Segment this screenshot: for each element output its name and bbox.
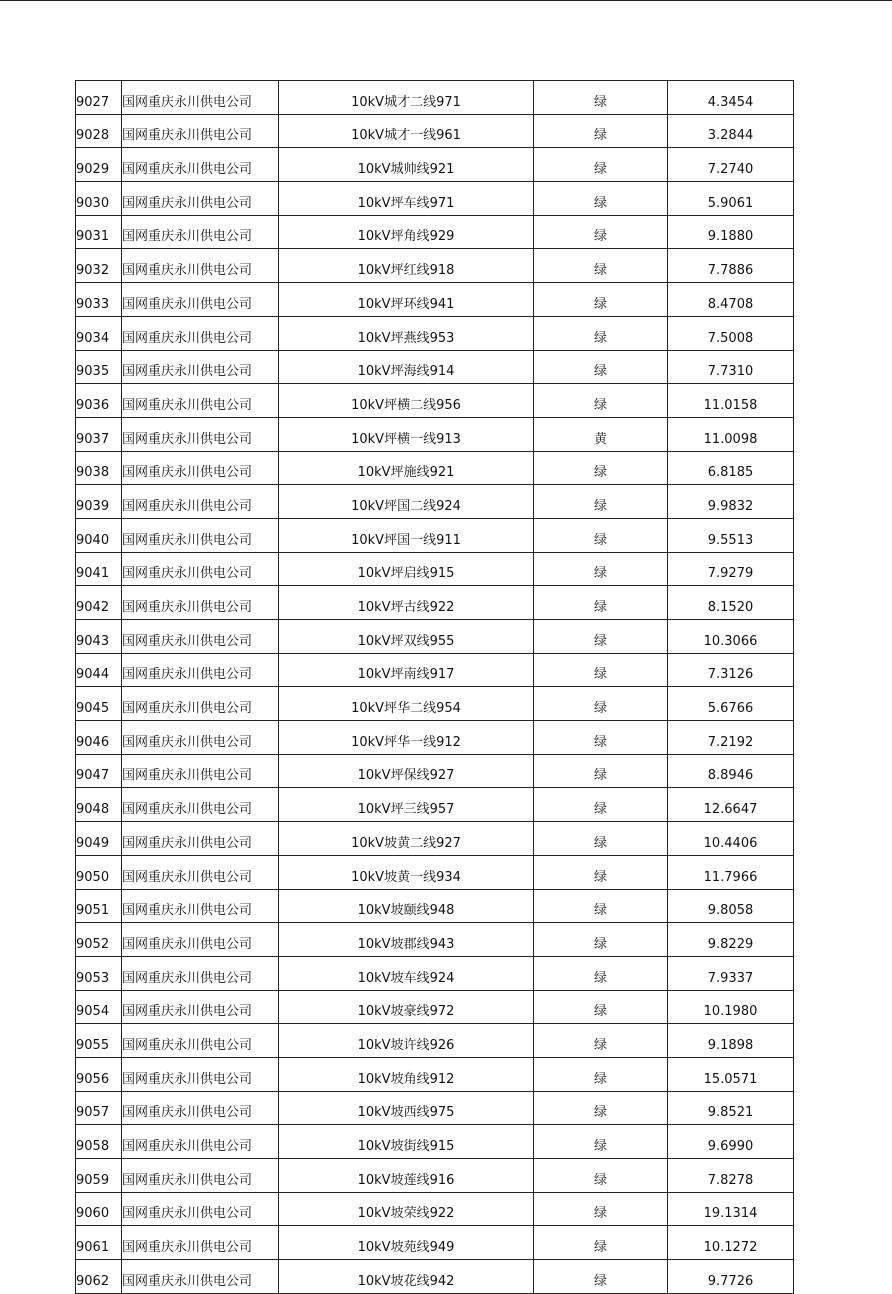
table-row: [76, 350, 794, 384]
cell-id: 9047: [76, 754, 122, 788]
table-row: [76, 1260, 794, 1294]
cell-line-name: 10kV坪古线922: [279, 586, 534, 620]
cell-id: 9056: [76, 1057, 122, 1091]
cell-company: 国网重庆永川供电公司: [122, 148, 279, 182]
cell-id: 9054: [76, 990, 122, 1024]
cell-line-name: 10kV坡荣线922: [279, 1192, 534, 1226]
cell-company: 国网重庆永川供电公司: [122, 889, 279, 923]
cell-value: 5.6766: [668, 687, 794, 721]
table-row: [76, 1125, 794, 1159]
cell-value: 7.2192: [668, 721, 794, 755]
cell-line-name: 10kV坡苑线949: [279, 1226, 534, 1260]
table-row: [76, 518, 794, 552]
cell-id: 9031: [76, 215, 122, 249]
cell-company: 国网重庆永川供电公司: [122, 316, 279, 350]
cell-status: 绿: [534, 754, 668, 788]
cell-company: 国网重庆永川供电公司: [122, 485, 279, 519]
cell-line-name: 10kV坪三线957: [279, 788, 534, 822]
cell-value: 7.7886: [668, 249, 794, 283]
cell-status: 绿: [534, 249, 668, 283]
cell-line-name: 10kV坪施线921: [279, 451, 534, 485]
cell-line-name: 10kV坪南线917: [279, 653, 534, 687]
cell-value: 7.8278: [668, 1159, 794, 1193]
cell-status: 绿: [534, 215, 668, 249]
table-row: [76, 653, 794, 687]
cell-line-name: 10kV坪横一线913: [279, 417, 534, 451]
cell-company: 国网重庆永川供电公司: [122, 518, 279, 552]
cell-line-name: 10kV坪车线971: [279, 182, 534, 216]
table-row: [76, 990, 794, 1024]
cell-line-name: 10kV坪横二线956: [279, 384, 534, 418]
table-row: [76, 384, 794, 418]
table-row: [76, 1192, 794, 1226]
cell-status: 绿: [534, 1024, 668, 1058]
cell-line-name: 10kV坪华一线912: [279, 721, 534, 755]
table-row: [76, 283, 794, 317]
cell-status: 绿: [534, 1226, 668, 1260]
cell-value: 7.9337: [668, 956, 794, 990]
cell-company: 国网重庆永川供电公司: [122, 350, 279, 384]
cell-status: 绿: [534, 788, 668, 822]
cell-id: 9030: [76, 182, 122, 216]
page-top-rule: [0, 0, 892, 1]
cell-id: 9051: [76, 889, 122, 923]
cell-line-name: 10kV坡郡线943: [279, 923, 534, 957]
cell-value: 7.2740: [668, 148, 794, 182]
cell-id: 9045: [76, 687, 122, 721]
cell-line-name: 10kV坪环线941: [279, 283, 534, 317]
cell-line-name: 10kV坡豪线972: [279, 990, 534, 1024]
cell-status: 绿: [534, 283, 668, 317]
cell-line-name: 10kV坪双线955: [279, 620, 534, 654]
cell-company: 国网重庆永川供电公司: [122, 923, 279, 957]
table-row: [76, 586, 794, 620]
cell-company: 国网重庆永川供电公司: [122, 855, 279, 889]
cell-value: 9.9832: [668, 485, 794, 519]
cell-status: 绿: [534, 822, 668, 856]
cell-value: 11.0158: [668, 384, 794, 418]
cell-line-name: 10kV坪启线915: [279, 552, 534, 586]
cell-status: 绿: [534, 956, 668, 990]
cell-status: 绿: [534, 1091, 668, 1125]
table-row: [76, 485, 794, 519]
table-row: [76, 552, 794, 586]
table-row: [76, 316, 794, 350]
table-row: [76, 721, 794, 755]
cell-status: 绿: [534, 552, 668, 586]
cell-line-name: 10kV坡许线926: [279, 1024, 534, 1058]
cell-status: 黄: [534, 417, 668, 451]
cell-value: 9.8521: [668, 1091, 794, 1125]
cell-id: 9049: [76, 822, 122, 856]
cell-value: 12.6647: [668, 788, 794, 822]
cell-id: 9039: [76, 485, 122, 519]
cell-company: 国网重庆永川供电公司: [122, 1057, 279, 1091]
table-row: [76, 1024, 794, 1058]
table-row: [76, 114, 794, 148]
cell-status: 绿: [534, 114, 668, 148]
cell-line-name: 10kV坡西线975: [279, 1091, 534, 1125]
cell-company: 国网重庆永川供电公司: [122, 384, 279, 418]
cell-line-name: 10kV坡花线942: [279, 1260, 534, 1294]
cell-value: 19.1314: [668, 1192, 794, 1226]
cell-id: 9048: [76, 788, 122, 822]
cell-line-name: 10kV坪海线914: [279, 350, 534, 384]
cell-line-name: 10kV坡车线924: [279, 956, 534, 990]
cell-status: 绿: [534, 586, 668, 620]
cell-line-name: 10kV坡莲线916: [279, 1159, 534, 1193]
cell-id: 9044: [76, 653, 122, 687]
cell-value: 9.1880: [668, 215, 794, 249]
cell-status: 绿: [534, 1260, 668, 1294]
cell-line-name: 10kV坡黄二线927: [279, 822, 534, 856]
cell-id: 9057: [76, 1091, 122, 1125]
cell-value: 11.7966: [668, 855, 794, 889]
cell-company: 国网重庆永川供电公司: [122, 620, 279, 654]
cell-id: 9052: [76, 923, 122, 957]
cell-id: 9034: [76, 316, 122, 350]
cell-status: 绿: [534, 687, 668, 721]
cell-line-name: 10kV坪保线927: [279, 754, 534, 788]
cell-company: 国网重庆永川供电公司: [122, 215, 279, 249]
cell-line-name: 10kV坡黄一线934: [279, 855, 534, 889]
cell-id: 9050: [76, 855, 122, 889]
cell-id: 9055: [76, 1024, 122, 1058]
cell-id: 9062: [76, 1260, 122, 1294]
cell-value: 8.4708: [668, 283, 794, 317]
cell-line-name: 10kV坪国二线924: [279, 485, 534, 519]
cell-status: 绿: [534, 182, 668, 216]
table-body: [76, 81, 794, 1294]
table-row: [76, 451, 794, 485]
cell-id: 9058: [76, 1125, 122, 1159]
table-row: [76, 822, 794, 856]
cell-company: 国网重庆永川供电公司: [122, 1091, 279, 1125]
cell-id: 9061: [76, 1226, 122, 1260]
table-row: [76, 889, 794, 923]
cell-value: 9.8058: [668, 889, 794, 923]
cell-company: 国网重庆永川供电公司: [122, 956, 279, 990]
table-row: [76, 1057, 794, 1091]
cell-id: 9036: [76, 384, 122, 418]
cell-value: 7.9279: [668, 552, 794, 586]
cell-company: 国网重庆永川供电公司: [122, 1192, 279, 1226]
cell-status: 绿: [534, 316, 668, 350]
cell-status: 绿: [534, 384, 668, 418]
cell-line-name: 10kV城才二线971: [279, 81, 534, 115]
table-row: [76, 249, 794, 283]
cell-company: 国网重庆永川供电公司: [122, 990, 279, 1024]
cell-status: 绿: [534, 653, 668, 687]
cell-status: 绿: [534, 721, 668, 755]
cell-id: 9040: [76, 518, 122, 552]
cell-company: 国网重庆永川供电公司: [122, 552, 279, 586]
cell-value: 7.7310: [668, 350, 794, 384]
table-row: [76, 923, 794, 957]
cell-status: 绿: [534, 350, 668, 384]
table-row: [76, 620, 794, 654]
cell-status: 绿: [534, 1057, 668, 1091]
cell-id: 9059: [76, 1159, 122, 1193]
table-row: [76, 1091, 794, 1125]
cell-company: 国网重庆永川供电公司: [122, 687, 279, 721]
cell-company: 国网重庆永川供电公司: [122, 249, 279, 283]
cell-company: 国网重庆永川供电公司: [122, 754, 279, 788]
cell-line-name: 10kV坪角线929: [279, 215, 534, 249]
cell-company: 国网重庆永川供电公司: [122, 586, 279, 620]
cell-id: 9041: [76, 552, 122, 586]
cell-status: 绿: [534, 451, 668, 485]
cell-company: 国网重庆永川供电公司: [122, 1226, 279, 1260]
cell-id: 9042: [76, 586, 122, 620]
cell-status: 绿: [534, 855, 668, 889]
cell-value: 8.8946: [668, 754, 794, 788]
cell-status: 绿: [534, 923, 668, 957]
cell-line-name: 10kV城帅线921: [279, 148, 534, 182]
cell-value: 11.0098: [668, 417, 794, 451]
cell-id: 9035: [76, 350, 122, 384]
cell-line-name: 10kV城才一线961: [279, 114, 534, 148]
cell-id: 9046: [76, 721, 122, 755]
table-row: [76, 687, 794, 721]
cell-id: 9038: [76, 451, 122, 485]
table-row: [76, 1226, 794, 1260]
cell-status: 绿: [534, 1125, 668, 1159]
cell-company: 国网重庆永川供电公司: [122, 283, 279, 317]
cell-id: 9029: [76, 148, 122, 182]
table-row: [76, 956, 794, 990]
cell-value: 4.3454: [668, 81, 794, 115]
cell-id: 9053: [76, 956, 122, 990]
data-table: [75, 80, 794, 1294]
table-row: [76, 788, 794, 822]
cell-id: 9033: [76, 283, 122, 317]
cell-line-name: 10kV坪华二线954: [279, 687, 534, 721]
cell-status: 绿: [534, 485, 668, 519]
cell-value: 9.7726: [668, 1260, 794, 1294]
cell-value: 9.6990: [668, 1125, 794, 1159]
cell-value: 10.1980: [668, 990, 794, 1024]
cell-status: 绿: [534, 148, 668, 182]
cell-company: 国网重庆永川供电公司: [122, 653, 279, 687]
cell-value: 15.0571: [668, 1057, 794, 1091]
table-row: [76, 1159, 794, 1193]
cell-status: 绿: [534, 990, 668, 1024]
cell-id: 9037: [76, 417, 122, 451]
cell-id: 9027: [76, 81, 122, 115]
cell-value: 9.8229: [668, 923, 794, 957]
cell-company: 国网重庆永川供电公司: [122, 1125, 279, 1159]
cell-value: 10.3066: [668, 620, 794, 654]
cell-status: 绿: [534, 889, 668, 923]
cell-id: 9043: [76, 620, 122, 654]
cell-status: 绿: [534, 620, 668, 654]
cell-company: 国网重庆永川供电公司: [122, 721, 279, 755]
cell-value: 9.5513: [668, 518, 794, 552]
cell-status: 绿: [534, 518, 668, 552]
cell-value: 10.4406: [668, 822, 794, 856]
cell-company: 国网重庆永川供电公司: [122, 822, 279, 856]
cell-company: 国网重庆永川供电公司: [122, 1159, 279, 1193]
cell-value: 9.1898: [668, 1024, 794, 1058]
cell-line-name: 10kV坡角线912: [279, 1057, 534, 1091]
cell-company: 国网重庆永川供电公司: [122, 788, 279, 822]
table-row: [76, 215, 794, 249]
cell-company: 国网重庆永川供电公司: [122, 1024, 279, 1058]
cell-line-name: 10kV坡颐线948: [279, 889, 534, 923]
table-row: [76, 417, 794, 451]
table-row: [76, 148, 794, 182]
cell-value: 7.5008: [668, 316, 794, 350]
cell-line-name: 10kV坡街线915: [279, 1125, 534, 1159]
table-row: [76, 855, 794, 889]
cell-company: 国网重庆永川供电公司: [122, 182, 279, 216]
cell-value: 6.8185: [668, 451, 794, 485]
cell-company: 国网重庆永川供电公司: [122, 451, 279, 485]
cell-status: 绿: [534, 1159, 668, 1193]
cell-status: 绿: [534, 81, 668, 115]
cell-company: 国网重庆永川供电公司: [122, 114, 279, 148]
cell-line-name: 10kV坪燕线953: [279, 316, 534, 350]
cell-company: 国网重庆永川供电公司: [122, 1260, 279, 1294]
cell-id: 9028: [76, 114, 122, 148]
cell-value: 10.1272: [668, 1226, 794, 1260]
cell-line-name: 10kV坪国一线911: [279, 518, 534, 552]
cell-id: 9060: [76, 1192, 122, 1226]
cell-value: 3.2844: [668, 114, 794, 148]
table-row: [76, 182, 794, 216]
cell-value: 5.9061: [668, 182, 794, 216]
table-row: [76, 754, 794, 788]
cell-line-name: 10kV坪红线918: [279, 249, 534, 283]
cell-status: 绿: [534, 1192, 668, 1226]
cell-value: 8.1520: [668, 586, 794, 620]
cell-id: 9032: [76, 249, 122, 283]
cell-value: 7.3126: [668, 653, 794, 687]
cell-company: 国网重庆永川供电公司: [122, 417, 279, 451]
table-row: [76, 81, 794, 115]
cell-company: 国网重庆永川供电公司: [122, 81, 279, 115]
